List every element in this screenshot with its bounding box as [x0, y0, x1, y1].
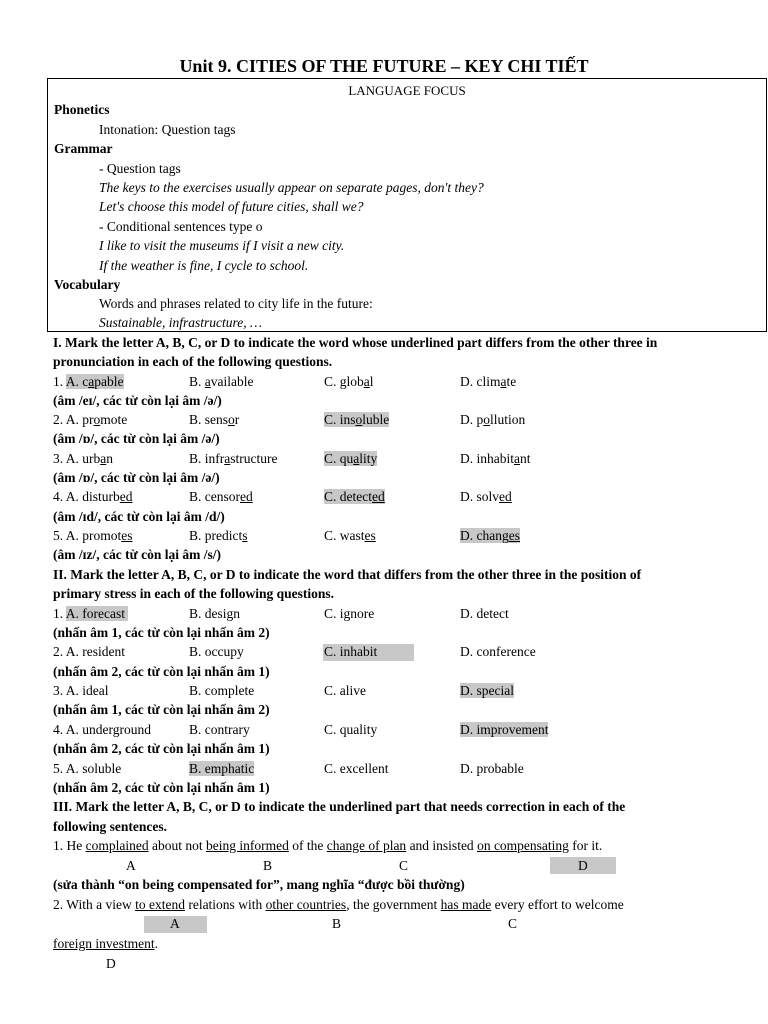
grammar-label: Grammar [54, 141, 113, 156]
question-option: 4. A. disturbed [53, 489, 133, 504]
question-option: B. contrary [189, 722, 250, 737]
question-option: D. special [460, 683, 514, 698]
question-option: C. insoluble [324, 412, 390, 427]
question-option: B. complete [189, 683, 255, 698]
grammar-item: - Conditional sentences type o [99, 219, 263, 234]
grammar-example: The keys to the exercises usually appear on separate pages, don't they? [99, 180, 484, 195]
option-letter: D [106, 956, 116, 971]
question-option: 3. A. ideal [53, 683, 109, 698]
question-option: D. detect [460, 606, 509, 621]
question-option: D. probable [460, 761, 524, 776]
section-3-heading: following sentences. [53, 819, 167, 834]
language-focus-box [47, 78, 767, 332]
question-option: C. inhabit [324, 644, 378, 659]
question-option: C. quality [324, 451, 378, 466]
question-option: 4. A. underground [53, 722, 151, 737]
answer-note: (nhấn âm 1, các từ còn lại nhấn âm 2) [53, 625, 270, 640]
sentence-1: 1. He complained about not being informed of the change of plan and insisted on compensating for it. [53, 838, 603, 853]
question-option: 1. A. forecast [53, 605, 128, 623]
question-option: B. infrastructure [189, 451, 278, 466]
question-option: D. pollution [460, 412, 526, 427]
option-letter: A [170, 916, 180, 931]
section-2-heading: II. Mark the letter A, B, C, or D to indicate the word that differs from the other three in the position of [53, 567, 642, 582]
section-1-heading: I. Mark the letter A, B, C, or D to indicate the word whose underlined part differs from the other three in [53, 335, 658, 350]
question-option: B. predicts [189, 528, 248, 543]
vocabulary-example: Sustainable, infrastructure, … [99, 315, 263, 330]
answer-note: (âm /ɪd/, các từ còn lại âm /d/) [53, 509, 225, 524]
answer-note: (âm /eɪ/, các từ còn lại âm /ə/) [53, 393, 222, 408]
option-letter: C [399, 858, 409, 873]
option-letter: D [578, 858, 588, 873]
sentence-2: 2. With a view to extend relations with other countries, the government has made every effort to welcome [53, 897, 624, 912]
question-option: 2. A. promote [53, 412, 128, 427]
grammar-example: I like to visit the museums if I visit a new city. [99, 238, 345, 253]
question-option: 2. A. resident [53, 644, 125, 659]
question-option: D. conference [460, 644, 536, 659]
option-letter: A [126, 858, 136, 873]
question-option: C. wastes [324, 528, 376, 543]
answer-note: (âm /ɪz/, các từ còn lại âm /s/) [53, 547, 221, 562]
answer-note: (âm /ɒ/, các từ còn lại âm /ə/) [53, 470, 220, 485]
question-option: C. quality [324, 722, 378, 737]
question-option: 5. A. promotes [53, 528, 133, 543]
question-option: C. excellent [324, 761, 389, 776]
question-option: 1. A. capable [53, 374, 124, 389]
page-title: Unit 9. CITIES OF THE FUTURE – KEY CHI TIẾT [179, 56, 589, 76]
question-option: B. emphatic [189, 761, 255, 776]
section-3-heading: III. Mark the letter A, B, C, or D to indicate the underlined part that needs correction in each of the [53, 799, 626, 814]
option-letter: B [332, 916, 342, 931]
answer-note: (nhấn âm 2, các từ còn lại nhấn âm 1) [53, 741, 270, 756]
answer-note: (sửa thành “on being compensated for”, mang nghĩa “được bồi thường) [53, 877, 465, 892]
question-option: B. sensor [189, 412, 240, 427]
sentence-2-continued: foreign investment. [53, 936, 158, 951]
grammar-example: If the weather is fine, I cycle to school. [99, 258, 309, 273]
option-letter: C [508, 916, 518, 931]
answer-note: (nhấn âm 2, các từ còn lại nhấn âm 1) [53, 664, 270, 679]
vocabulary-item: Words and phrases related to city life in the future: [99, 296, 373, 311]
language-focus-heading: LANGUAGE FOCUS [348, 83, 466, 98]
question-option: B. design [189, 606, 241, 621]
question-option: C. global [324, 374, 374, 389]
question-option: C. alive [324, 683, 366, 698]
question-option: C. ignore [324, 606, 375, 621]
grammar-example: Let's choose this model of future cities, shall we? [99, 199, 364, 214]
question-option: B. occupy [189, 644, 244, 659]
question-option: D. improvement [460, 722, 549, 737]
phonetics-label: Phonetics [54, 102, 110, 117]
question-option: B. censored [189, 489, 253, 504]
question-option: D. inhabitant [460, 451, 531, 466]
vocabulary-label: Vocabulary [54, 277, 121, 292]
grammar-item: - Question tags [99, 161, 181, 176]
question-option: D. climate [460, 374, 517, 389]
question-option: 3. A. urban [53, 451, 113, 466]
question-option: D. changes [460, 528, 520, 543]
option-letter: B [263, 858, 273, 873]
section-1-heading: pronunciation in each of the following questions. [53, 354, 333, 369]
answer-note: (nhấn âm 2, các từ còn lại nhấn âm 1) [53, 780, 270, 795]
answer-note: (nhấn âm 1, các từ còn lại nhấn âm 2) [53, 702, 270, 717]
answer-note: (âm /ɒ/, các từ còn lại âm /ə/) [53, 431, 220, 446]
question-option: B. available [189, 374, 254, 389]
question-option: D. solved [460, 489, 512, 504]
question-option: C. detected [324, 489, 385, 504]
phonetics-item: Intonation: Question tags [99, 122, 236, 137]
section-2-heading: primary stress in each of the following questions. [53, 586, 335, 601]
question-option: 5. A. soluble [53, 761, 122, 776]
